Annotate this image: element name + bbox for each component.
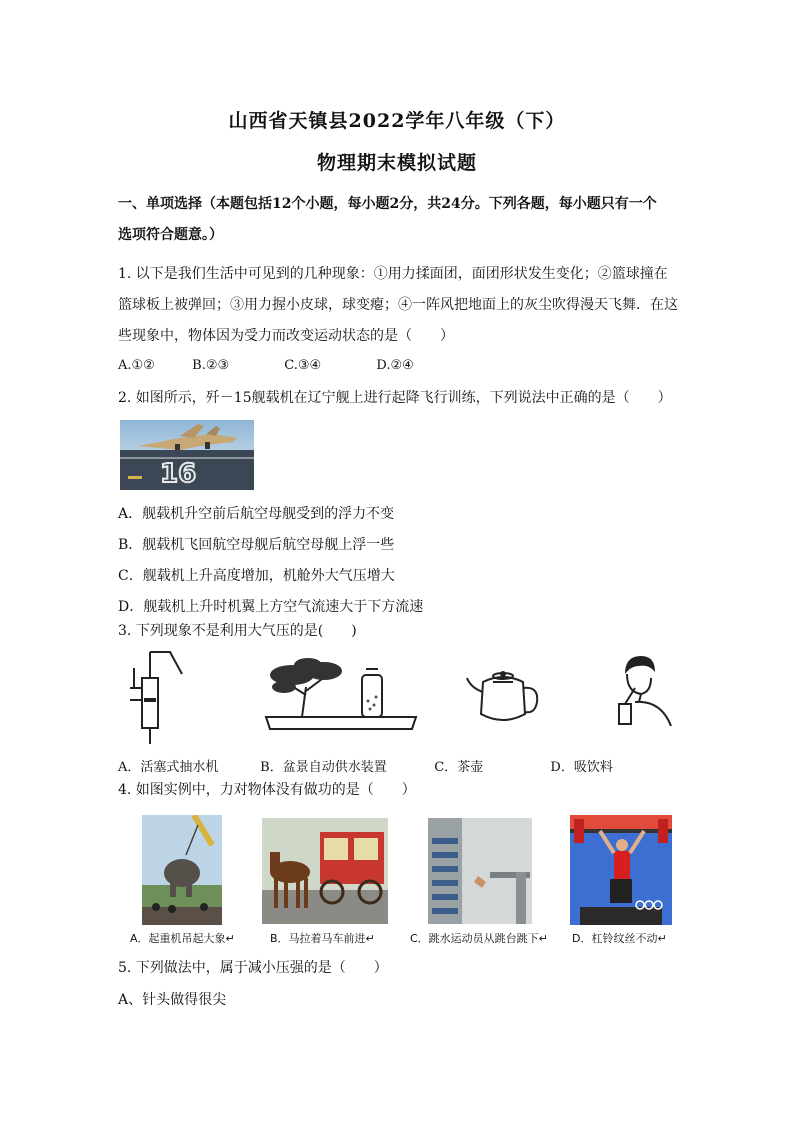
q5-option-a: A、针头做得很尖 <box>118 992 227 1008</box>
q4-caption-a: A．起重机吊起大象↵ <box>130 932 235 945</box>
horse-carriage-photo <box>262 818 388 924</box>
q3-option-a: A．活塞式抽水机 <box>118 760 219 775</box>
q2-option-b: B．舰载机飞回航空母舰后航空母舰上浮一些 <box>118 537 395 553</box>
drinking-straw-icon <box>605 652 677 732</box>
page-subtitle: 物理期末模拟试题 <box>316 152 477 174</box>
q5-stem: 5. 下列做法中，属于减小压强的是（ ） <box>118 960 388 976</box>
section-heading-cont: 选项符合题意。） <box>118 227 223 243</box>
carrier-jet-image <box>120 420 254 490</box>
q4-stem: 4. 如图实例中，力对物体没有做功的是（ ） <box>118 782 416 798</box>
weightlifting-photo <box>570 815 672 925</box>
piston-pump-icon <box>120 648 190 748</box>
bonsai-water-supply-icon <box>262 655 420 735</box>
q4-caption-c: C．跳水运动员从跳台跳下↵ <box>410 932 548 945</box>
crane-elephant-photo <box>142 815 222 925</box>
q1-options <box>118 358 414 373</box>
teapot-icon <box>465 662 543 732</box>
section-heading: 一、单项选择（本题包括12个小题，每小题2分，共24分。下列各题，每小题只有一个 <box>118 196 657 212</box>
q4-caption-b: B．马拉着马车前进↵ <box>270 932 375 945</box>
q3-option-b: B．盆景自动供水装置 <box>260 760 387 775</box>
q1-option-a: A.①② <box>118 358 155 373</box>
q2-option-c: C．舰载机上升高度增加，机舱外大气压增大 <box>118 568 395 584</box>
q3-option-d: D．吸饮料 <box>550 760 613 775</box>
q1-option-b: B.②③ <box>192 358 230 373</box>
q2-option-a: A．舰载机升空前后航空母舰受到的浮力不变 <box>118 506 395 522</box>
q3-option-c: C．茶壶 <box>434 760 484 775</box>
q1-stem-line2: 篮球板上被弹回；③用力握小皮球，球变瘪；④一阵风把地面上的灰尘吹得漫天飞舞．在这 <box>118 297 678 313</box>
q3-options <box>118 756 613 775</box>
diving-photo <box>428 818 532 924</box>
q1-option-c: C.③④ <box>284 358 322 373</box>
q4-caption-d: D．杠铃纹丝不动↵ <box>572 932 667 945</box>
q2-stem: 2. 如图所示，歼－15舰载机在辽宁舰上进行起降飞行训练，下列说法中正确的是（ ） <box>118 390 672 406</box>
deck-number: 16 <box>160 459 197 489</box>
q1-option-d: D.②④ <box>376 358 414 373</box>
q1-stem-line3: 些现象中，物体因为受力而改变运动状态的是（ ） <box>118 328 454 344</box>
q2-option-d: D．舰载机上升时机翼上方空气流速大于下方流速 <box>118 599 424 615</box>
q3-stem: 3. 下列现象不是利用大气压的是( ) <box>118 623 357 639</box>
page-title: 山西省天镇县2022学年八年级（下） <box>228 110 566 132</box>
q1-stem-line1: 1. 以下是我们生活中可见到的几种现象：①用力揉面团，面团形状发生变化；②篮球撞在 <box>118 266 668 282</box>
